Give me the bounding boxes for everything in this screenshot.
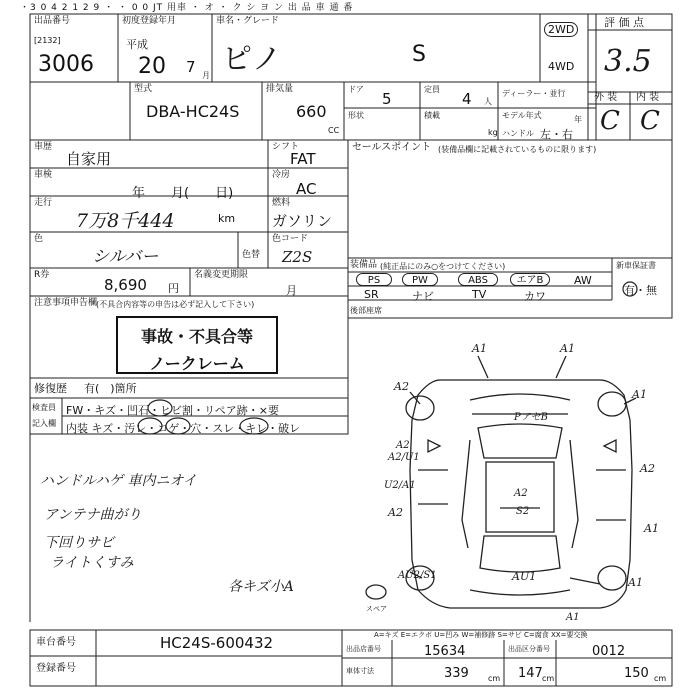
spare-label: スペア	[366, 605, 387, 613]
rear-seat-label: 後部座席	[350, 306, 382, 315]
exhibitor: 15634	[424, 644, 466, 659]
ext-grade: C	[600, 106, 620, 136]
model-label: 型式	[134, 84, 153, 94]
dmg-rear-bottom: A1	[566, 612, 580, 623]
stamp-line1: 事故・不具合等	[140, 327, 253, 346]
section-label: 出品区分番号	[508, 645, 550, 653]
inspector-label2: 記入欄	[32, 419, 56, 428]
note-1: ハンドルハゲ 車内ニオイ	[40, 473, 197, 489]
ext-label: 外 装	[594, 92, 618, 103]
mileage-label: 走行	[34, 198, 53, 208]
dmg-left-3: U2/A1	[384, 480, 416, 491]
km: km	[218, 212, 236, 225]
chassis: HC24S-600432	[160, 634, 274, 652]
score: 3.5	[604, 44, 652, 79]
width: 147	[518, 666, 543, 681]
top-strip: ・3 0 4 2 1 2 9 ・ ・ 0 0 JT 用車 ・ オ ・ ク シ ヨ ン 出 品 車 通 番	[20, 3, 354, 13]
equip-pw: PW	[402, 273, 438, 286]
person: 人	[484, 97, 492, 106]
note-2: アンテナ曲がり	[44, 507, 142, 523]
equip-abs: ABS	[458, 273, 498, 286]
displacement: 660	[296, 102, 327, 121]
recycle-label: R券	[34, 270, 50, 280]
height-unit: cm	[654, 674, 667, 683]
grade: S	[412, 42, 426, 67]
equip-aw: AW	[574, 274, 592, 287]
int-label: 内 装	[636, 92, 660, 103]
repair-label: 修復歴	[34, 382, 67, 395]
name-change-unit: 月	[286, 284, 297, 297]
dim-label: 車体寸法	[346, 667, 374, 675]
capacity: 4	[462, 90, 472, 108]
shape-label: 形状	[348, 111, 364, 120]
dmg-rear-left: AU2/S1	[398, 570, 437, 581]
model-year-label: モデル年式	[502, 111, 542, 120]
kg: kg	[488, 128, 498, 137]
equip-ps: PS	[356, 273, 392, 286]
reg-no-label: 登録番号	[36, 663, 76, 674]
handle: 左・右	[540, 128, 573, 141]
stamp-line2: ノークレーム	[149, 354, 245, 373]
equip-leather: カワ	[524, 290, 546, 303]
dmg-right-2: A1	[644, 522, 659, 535]
recycle: 8,690	[104, 276, 147, 294]
history-label: 車歴	[34, 142, 53, 152]
equip-airbag: エアB	[510, 273, 550, 286]
door-label: ドア	[348, 85, 364, 94]
new-car-label: 新車保証書	[616, 261, 656, 270]
repair: 有( )箇所	[84, 382, 137, 395]
dmg-a1-front-left: A1	[472, 342, 487, 355]
color-label: 色	[34, 234, 44, 244]
int-grade: C	[640, 106, 660, 136]
dmg-a2-front-left-wheel: A2	[394, 380, 409, 393]
note-4: ライトくすみ	[50, 555, 134, 571]
yen: 円	[168, 282, 179, 295]
length: 339	[444, 666, 469, 681]
dmg-roof-2: S2	[516, 506, 530, 517]
mileage: 7万8千444	[76, 210, 175, 232]
color-sub: 色替	[242, 250, 261, 260]
reg-label: 初度登録年月	[122, 16, 177, 26]
aircon: AC	[296, 180, 317, 198]
width-unit: cm	[542, 674, 555, 683]
shift: FAT	[290, 150, 316, 168]
int-row: 内装 キズ・汚レ・コゲ・穴・スレ・キレ・破レ	[66, 422, 301, 435]
car-name: ピノ	[222, 42, 282, 77]
color-code-label: 色コード	[272, 234, 309, 244]
notes-sub: (不具合内容等の申告は必ず記入して下さい)	[96, 300, 255, 309]
era: 平成	[126, 38, 148, 51]
dmg-a1-front-right: A1	[560, 342, 575, 355]
inspector-label1: 検査員	[32, 403, 56, 412]
aircon-label: 冷房	[272, 170, 291, 180]
equip-sr: SR	[364, 288, 379, 301]
dmg-roof: A2	[514, 488, 528, 499]
handle-label: ハンドル	[502, 129, 534, 138]
lot-number: 3006	[38, 52, 94, 77]
score-label: 評 価 点	[604, 16, 644, 29]
cc: CC	[328, 126, 340, 135]
inspection: 年 月( 日)	[132, 186, 234, 201]
history: 自家用	[66, 150, 112, 168]
reg-month: 7	[186, 58, 196, 76]
notes-label: 注意事項申告欄	[34, 298, 98, 308]
load-label: 積載	[424, 111, 440, 120]
dmg-hood: PアセB	[514, 412, 548, 423]
dmg-left-2: A2/U1	[388, 452, 420, 463]
drive-4wd: 4WD	[548, 60, 575, 73]
reg-year: 20	[138, 54, 166, 79]
chassis-label: 車台番号	[36, 637, 76, 648]
lot-sub: [2132]	[34, 36, 61, 45]
new-car: 有・無	[624, 284, 657, 297]
dmg-right-1: A2	[640, 462, 655, 475]
exhibitor-label: 出品店番号	[346, 645, 381, 653]
cap-label: 定員	[424, 85, 440, 94]
damage-legend: A=キズ E=エクボ U=凹み W=補修跡 S=サビ C=腐食 XX=要交換	[374, 631, 588, 639]
fuel-label: 燃料	[272, 198, 291, 208]
note-5: 各キズ小A	[228, 579, 294, 595]
shift-label: シフト	[272, 142, 300, 152]
fw-row: FW・キズ・凹石・ヒビ割・リペア跡・×要	[66, 404, 279, 417]
dmg-left-1: A2	[396, 440, 410, 451]
fuel: ガソリン	[272, 212, 333, 230]
dealer-label: ディーラー・並行	[502, 89, 566, 98]
equipment-label: 装備品	[350, 260, 378, 270]
name-label: 車名・グレード	[216, 16, 280, 26]
name-change-label: 名義変更期限	[194, 270, 249, 280]
doors: 5	[382, 90, 392, 108]
color: シルバー	[92, 247, 159, 267]
length-unit: cm	[488, 674, 501, 683]
drive-2wd: 2WD	[544, 22, 578, 37]
inspection-label: 車検	[34, 170, 53, 180]
disp-label: 排気量	[266, 84, 294, 94]
dmg-rear: AU1	[512, 570, 537, 583]
section: 0012	[592, 644, 626, 659]
sales-point-label: セールスポイント	[352, 142, 432, 153]
height: 150	[624, 666, 649, 681]
color-code: Z2S	[282, 248, 313, 266]
equip-navi: ナビ	[412, 290, 434, 303]
equipment-sub: (純正品にのみ○をつけてください)	[380, 262, 506, 271]
month-unit: 月	[202, 71, 210, 80]
lot-label: 出品番号	[34, 16, 71, 26]
year-unit: 年	[574, 115, 582, 124]
equip-tv: TV	[472, 288, 487, 301]
sales-point-sub: (装備品欄に記載されているものに限ります)	[438, 145, 597, 154]
dmg-rear-right: A1	[628, 576, 643, 589]
model: DBA-HC24S	[146, 102, 240, 121]
dmg-a1-front-right-wheel: A1	[632, 388, 647, 401]
dmg-left-4: A2	[388, 506, 403, 519]
note-3: 下回りサビ	[44, 535, 114, 551]
